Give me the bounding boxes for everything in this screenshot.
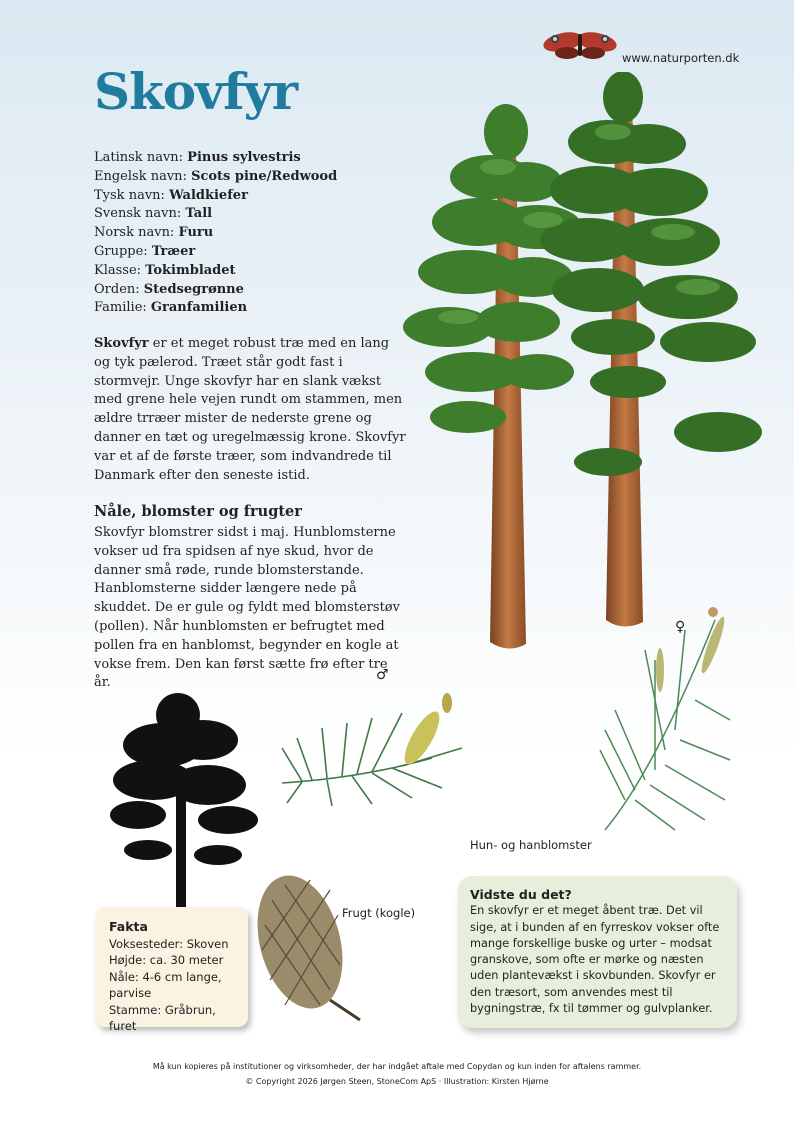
name-row: Latinsk navn: Pinus sylvestris	[94, 150, 301, 165]
footer-copyright: © Copyright 2026 Jørgen Steen, StoneCom ApS · Illustration: Kirsten Hjørne	[245, 1077, 549, 1086]
cone-caption: Frugt (kogle)	[342, 906, 416, 920]
pine-tree-illustration	[398, 72, 778, 657]
name-row: Klasse: Tokimbladet	[94, 262, 236, 278]
name-row: Norsk navn: Furu	[94, 225, 214, 241]
page-title: Skovfyr	[94, 62, 298, 121]
female-branch-illustration	[595, 600, 735, 850]
section-heading: Nåle, blomster og frugter	[94, 503, 302, 520]
female-symbol: ♀	[675, 619, 686, 635]
name-row: Gruppe: Træer	[94, 243, 196, 259]
fakta-box	[95, 907, 248, 1033]
name-row: Tysk navn: Waldkiefer	[94, 187, 248, 203]
name-row: Svensk navn: Tall	[94, 206, 213, 222]
name-row: Familie: Granfamilien	[94, 300, 248, 316]
website-url[interactable]: www.naturporten.dk	[622, 51, 740, 65]
male-symbol: ♂	[376, 667, 389, 683]
tree-silhouette	[108, 690, 260, 935]
fakta-line: Nåle: 4-6 cm lange, parvise	[109, 969, 222, 1000]
male-branch-illustration	[272, 678, 472, 808]
fakta-line: Højde: ca. 30 meter	[109, 953, 224, 967]
vidste-title: Vidste du det?	[470, 887, 572, 902]
pine-cone-illustration	[250, 870, 365, 1025]
fakta-line: Voksesteder: Skoven	[109, 936, 229, 951]
footer-copy-notice: Må kun kopieres på institutioner og virksomheder, der har indgået aftale med Copydan og kun inden for aftalens rammer.	[152, 1062, 642, 1071]
section-paragraph: Skovfyr blomstrer sidst i maj. Hunblomsterne vokser ud fra spidsen af nye skud, hvor de danner små røde, runde blomsterstande. Hanblomsterne sidder længere nede på skuddet. De er gule og fyldt med blomsterstøv (pollen). Når hunblomsten er befrugtet med pollen fra en hanblomst, begynder en kogle at vokse frem. Den kan først sætte frø efter tre år.	[94, 525, 400, 691]
vidste-text: En skovfyr er et meget åbent træ. Det vil sige, at i bunden af en fyrreskov vokser ofte mange forskellige buske og urter – modsat granskove, som ofte er mørke og næsten uden plantevækst i skovbunden. Skovfyr er den træsort, som anvendes mest til bygningstræ, fx til tømmer og gulvplanker.	[470, 904, 720, 1016]
intro-paragraph: Skovfyr er et meget robust træ med en lang og tyk pælerod. Træet står godt fast i stormvejr. Unge skovfyr har en slank vækst med grene hele vejen rundt om stammen, men ældre trræer mister de nederste grene og danner en tæt og uregelmæssig krone. Skovfyr var et af de første træer, som indvandrede til Danmark efter den seneste istid.	[94, 336, 406, 483]
fakta-title: Fakta	[109, 919, 148, 934]
vidste-box	[458, 876, 737, 1028]
name-row: Engelsk navn: Scots pine/Redwood	[94, 168, 338, 184]
butterfly-icon	[541, 28, 619, 62]
fakta-line: Stamme: Gråbrun, furet	[109, 1002, 216, 1033]
name-row: Orden: Stedsegrønne	[94, 281, 244, 297]
flowers-caption: Hun- og hanblomster	[470, 838, 592, 852]
names-list	[94, 149, 337, 318]
